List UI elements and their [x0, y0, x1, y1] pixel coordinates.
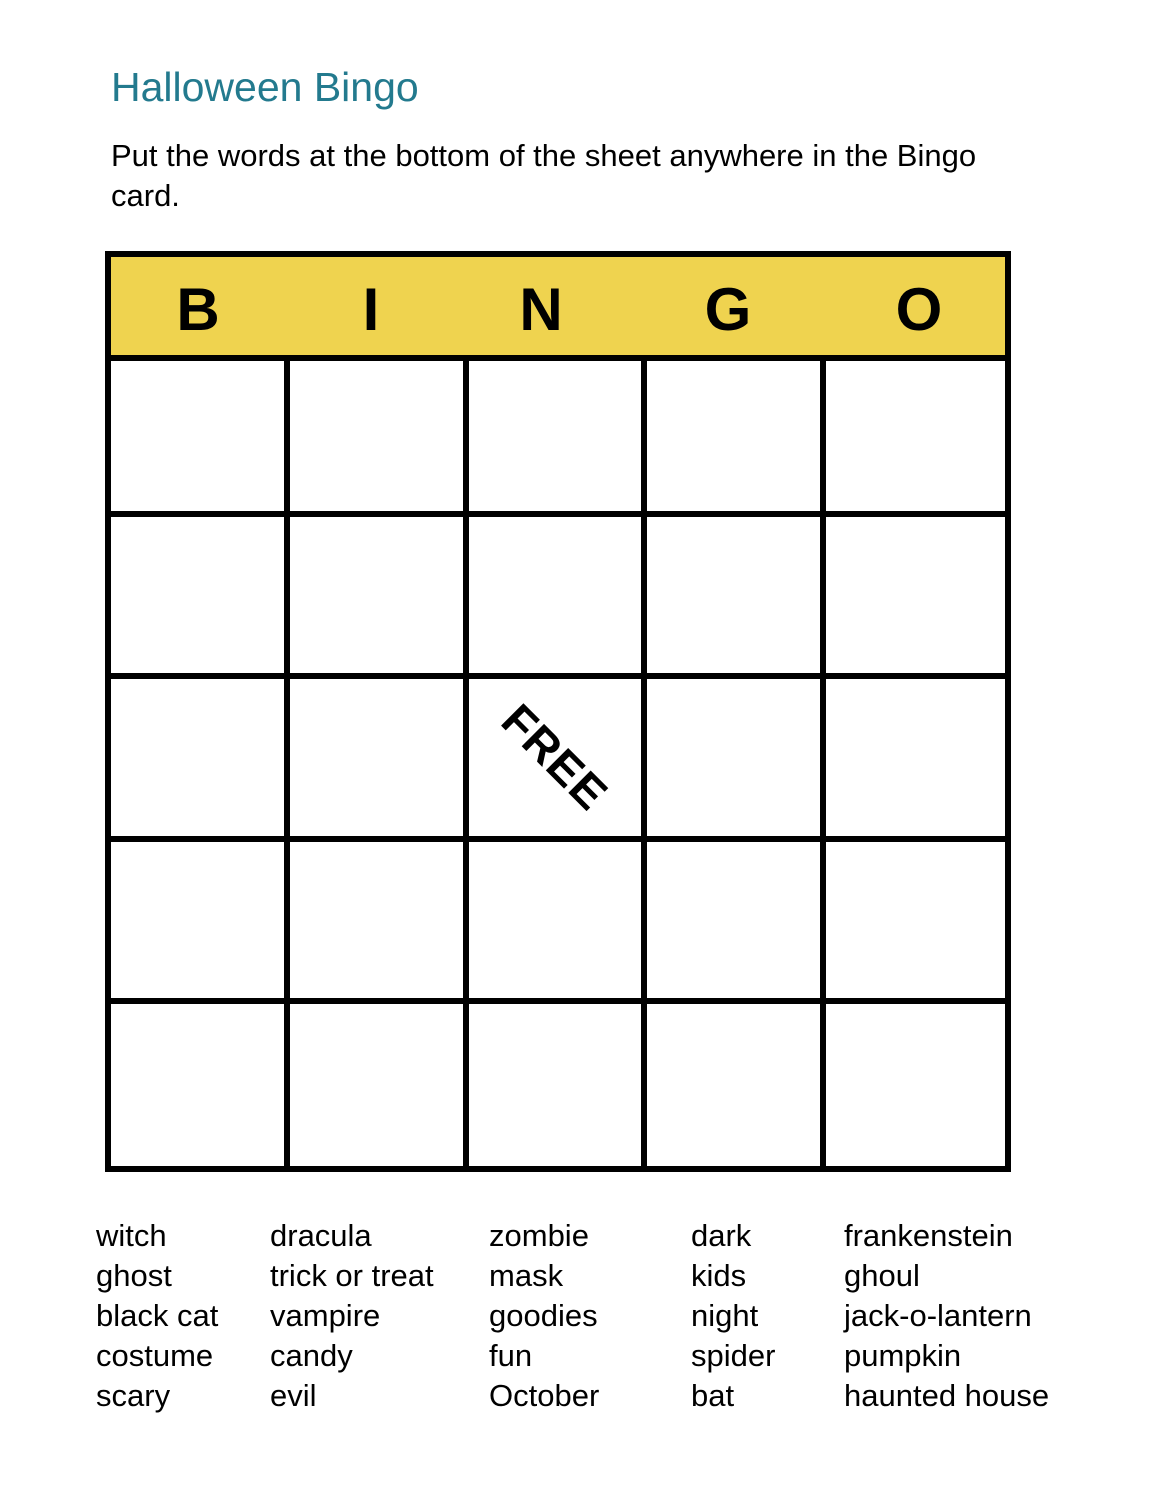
header-letter-o: O [895, 276, 943, 343]
word-item: costume [96, 1338, 214, 1373]
word-item: candy [270, 1338, 353, 1373]
bingo-cell[interactable] [647, 1004, 826, 1166]
bingo-cell[interactable] [647, 842, 826, 1004]
bingo-cell[interactable] [111, 517, 290, 679]
bingo-cell[interactable] [290, 355, 469, 517]
bingo-cell[interactable] [469, 517, 648, 679]
word-item: kids [691, 1258, 747, 1293]
word-item: pumpkin [844, 1338, 962, 1373]
bingo-cell[interactable] [111, 679, 290, 841]
page-title: Halloween Bingo [111, 64, 419, 110]
bingo-grid [105, 355, 1011, 1172]
word-item: scary [96, 1378, 171, 1413]
bingo-cell[interactable] [111, 355, 290, 517]
word-item: October [489, 1378, 600, 1413]
word-item: dracula [270, 1218, 372, 1253]
bingo-cell[interactable] [290, 1004, 469, 1166]
bingo-cell[interactable] [826, 1004, 1005, 1166]
word-item: ghoul [844, 1258, 920, 1293]
bingo-cell[interactable] [826, 355, 1005, 517]
bingo-header [105, 251, 1011, 361]
bingo-cell[interactable] [290, 679, 469, 841]
word-item: fun [489, 1338, 533, 1373]
word-item: goodies [489, 1298, 598, 1333]
header-letter-b: B [176, 276, 220, 343]
word-item: haunted house [844, 1378, 1050, 1413]
bingo-cell[interactable] [111, 842, 290, 1004]
instructions-text: Put the words at the bottom of the sheet anywhere in the Bingo card. [111, 138, 977, 213]
bingo-cell[interactable] [290, 842, 469, 1004]
header-letter-g: G [704, 276, 752, 343]
word-item: night [691, 1298, 759, 1333]
bingo-cell-free [469, 679, 648, 841]
word-item: vampire [270, 1298, 381, 1333]
word-item: jack-o-lantern [844, 1298, 1032, 1333]
word-item: ghost [96, 1258, 172, 1293]
bingo-cell[interactable] [111, 1004, 290, 1166]
bingo-cell[interactable] [647, 679, 826, 841]
bingo-cell[interactable] [826, 517, 1005, 679]
word-column-2 [270, 1216, 434, 1416]
word-item: frankenstein [844, 1218, 1013, 1253]
bingo-cell[interactable] [826, 679, 1005, 841]
bingo-cell[interactable] [290, 517, 469, 679]
bingo-cell[interactable] [826, 842, 1005, 1004]
bingo-cell[interactable] [469, 355, 648, 517]
free-space-label: FREE [491, 694, 619, 821]
word-item: mask [489, 1258, 564, 1293]
word-item: zombie [489, 1218, 589, 1253]
word-item: spider [691, 1338, 776, 1373]
word-item: black cat [96, 1298, 219, 1333]
header-letter-n: N [519, 276, 563, 343]
word-item: trick or treat [270, 1258, 434, 1293]
word-item: dark [691, 1218, 752, 1253]
bingo-card [105, 251, 1011, 1172]
header-letter-i: I [362, 276, 380, 343]
bingo-cell[interactable] [647, 355, 826, 517]
word-column-1 [96, 1216, 218, 1416]
word-column-5 [844, 1216, 1049, 1416]
bingo-cell[interactable] [469, 842, 648, 1004]
word-column-4 [691, 1216, 775, 1416]
word-item: bat [691, 1378, 735, 1413]
word-item: witch [96, 1218, 167, 1253]
word-column-3 [489, 1216, 599, 1416]
bingo-cell[interactable] [647, 517, 826, 679]
bingo-cell[interactable] [469, 1004, 648, 1166]
word-item: evil [270, 1378, 317, 1413]
word-bank [0, 1216, 1163, 1416]
